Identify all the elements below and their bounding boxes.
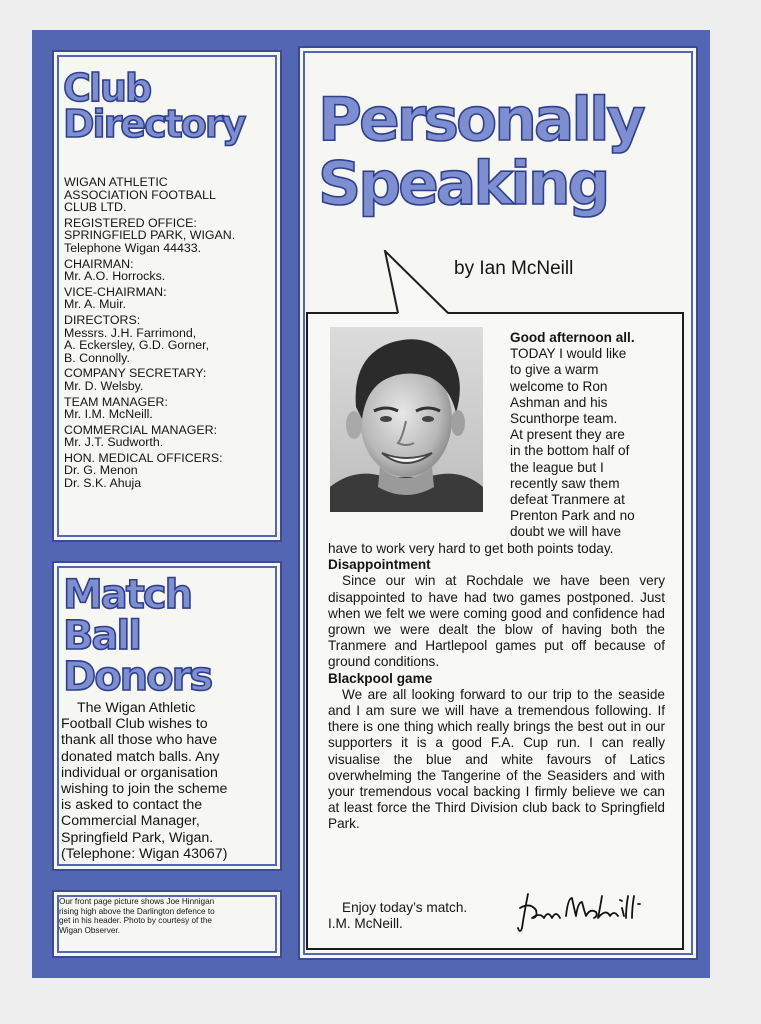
directory-entry: TEAM MANAGER: xyxy=(64,394,168,409)
match-ball-donors-panel xyxy=(52,561,282,871)
article-greeting: Good afternoon all. xyxy=(510,330,635,345)
match-ball-donors-text xyxy=(61,700,271,862)
photo-caption xyxy=(59,897,269,935)
caption-line: Our front page picture shows Joe Hinnigan xyxy=(59,897,215,906)
directory-entry: B. Connolly. xyxy=(64,350,130,365)
intro-line: Prenton Park and no xyxy=(510,508,635,524)
intro-line: the league but I xyxy=(510,459,604,475)
caption-line: get in his header. Photo by courtesy of the xyxy=(59,916,212,925)
article-title xyxy=(318,85,643,219)
article-byline: by Ian McNeill xyxy=(454,258,574,279)
donors-line: (Telephone: Wigan 43067) xyxy=(61,845,228,862)
donors-line: Springfield Park, Wigan. xyxy=(61,829,214,846)
intro-line: Ashman and his xyxy=(510,394,608,410)
article-paragraph: Since our win at Rochdale we have been very disappointed to have had two games postponed. Just when we felt we were coming good and confidence had grown we were dealt the blow of having both the Tranmere and Hartlepool games put off because of ground conditions. xyxy=(328,573,665,670)
directory-entry: Mr. A. Muir. xyxy=(64,297,126,312)
donors-line: individual or organisation xyxy=(61,764,218,781)
caption-line: Wigan Observer. xyxy=(59,925,120,935)
article-body xyxy=(328,541,665,833)
intro-line: welcome to Ron xyxy=(510,378,608,394)
intro-continued: have to work very hard to get both points today. xyxy=(328,541,614,556)
donors-line: Football Club wishes to xyxy=(61,716,208,733)
donors-line: thank all those who have xyxy=(61,732,218,749)
article-paragraph: We are all looking forward to our trip to the seaside and I am sure we will have a tremendous following. If there is one thing which really brings the best out in our supporters it is a good F.A. Cup run. I can really visualise the blue and white favours of Latics overwhelming the Tangerine of the Seasiders and with your tremendous vocal backing I firmly believe we can at least force the Third Division club back to Springfield Park. xyxy=(328,686,665,832)
donors-line: Commercial Manager, xyxy=(61,813,200,830)
directory-entry: COMPANY SECRETARY: xyxy=(64,366,207,381)
intro-line: At present they are xyxy=(510,427,625,443)
article-closing: Enjoy today’s match. xyxy=(342,900,468,915)
club-directory-title xyxy=(63,66,245,146)
match-ball-donors-title xyxy=(63,572,212,700)
club-directory-title-line1: Club xyxy=(63,66,151,110)
intro-line: recently saw them xyxy=(510,475,620,491)
directory-entry: SPRINGFIELD PARK, WIGAN. xyxy=(64,228,236,243)
directory-entry: Telephone Wigan 44433. xyxy=(64,240,202,255)
directory-entry: VICE-CHAIRMAN: xyxy=(64,284,167,299)
directory-entry: COMMERCIAL MANAGER: xyxy=(64,422,218,437)
speech-bubble-tail xyxy=(368,250,458,316)
article-subheading: Disappointment xyxy=(328,557,431,573)
intro-line: defeat Tranmere at xyxy=(510,492,625,508)
donors-line: is asked to contact the xyxy=(61,797,203,814)
directory-entry: ASSOCIATION FOOTBALL xyxy=(64,187,216,202)
match-ball-donors-title-line3: Donors xyxy=(63,654,212,700)
donors-line: The Wigan Athletic xyxy=(77,700,196,716)
directory-entry: WIGAN ATHLETIC xyxy=(64,175,168,189)
club-directory-list xyxy=(64,176,264,490)
intro-line: Scunthorpe team. xyxy=(510,411,618,427)
article-title-line2: Speaking xyxy=(318,149,608,219)
directory-entry: Messrs. J.H. Farrimond, xyxy=(64,325,197,340)
donors-line: donated match balls. Any xyxy=(61,748,220,765)
intro-line: to give a warm xyxy=(510,362,599,378)
intro-line: in the bottom half of xyxy=(510,443,630,459)
signature-image xyxy=(516,888,646,936)
directory-entry: CLUB LTD. xyxy=(64,200,127,215)
article-title-line1: Personally xyxy=(318,85,643,155)
article-intro xyxy=(510,330,666,541)
directory-entry: HON. MEDICAL OFFICERS: xyxy=(64,450,223,465)
intro-line: doubt we will have xyxy=(510,524,622,540)
match-ball-donors-title-line2: Ball xyxy=(63,613,140,659)
directory-entry: A. Eckersley, G.D. Gorner, xyxy=(64,338,210,353)
match-ball-donors-title-line1: Match xyxy=(63,572,192,618)
directory-entry: Mr. D. Welsby. xyxy=(64,378,144,393)
directory-entry: Mr. I.M. McNeill. xyxy=(64,407,153,422)
directory-entry: DIRECTORS: xyxy=(64,312,141,327)
photo-caption-panel xyxy=(52,890,282,958)
directory-entry: Mr. A.O. Horrocks. xyxy=(64,269,166,284)
directory-entry: REGISTERED OFFICE: xyxy=(64,215,197,230)
article-author: I.M. McNeill. xyxy=(328,916,403,932)
directory-entry: Dr. G. Menon xyxy=(64,463,138,478)
club-directory-title-line2: Directory xyxy=(63,102,245,146)
directory-entry: CHAIRMAN: xyxy=(64,256,134,271)
intro-line: TODAY I would like xyxy=(510,346,627,362)
donors-line: wishing to join the scheme xyxy=(61,781,228,798)
portrait-photo xyxy=(330,327,483,512)
caption-line: rising high above the Darlington defence to xyxy=(59,906,215,916)
directory-entry: Dr. S.K. Ahuja xyxy=(64,476,142,491)
article-signoff xyxy=(328,900,467,932)
club-directory-panel xyxy=(52,50,282,542)
directory-entry: Mr. J.T. Sudworth. xyxy=(64,435,164,450)
article-subheading: Blackpool game xyxy=(328,670,433,686)
